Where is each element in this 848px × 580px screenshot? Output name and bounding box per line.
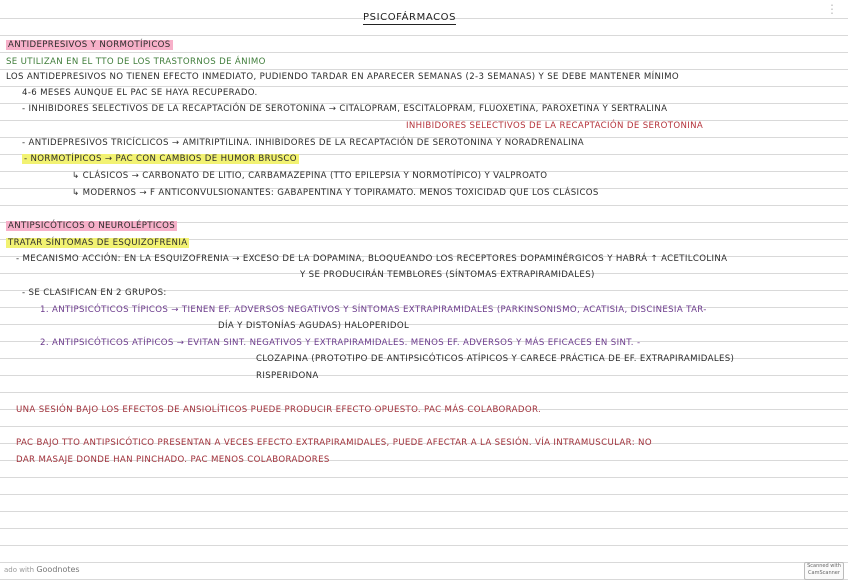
note-line: 1. ANTIPSICÓTICOS TÍPICOS → TIENEN EF. ADVERSOS NEGATIVOS Y SÍNTOMAS EXTRAPIRAMIDALES (PARKINSONISMO, ACATISIA, DISCINESIA TAR- bbox=[40, 305, 707, 315]
note-line: - MECANISMO ACCIÓN: EN LA ESQUIZOFRENIA → EXCESO DE LA DOPAMINA, BLOQUEANDO LOS RECEPTORES DOPAMINÉRGICOS Y HABRÁ ↑ ACETILCOLINA bbox=[16, 254, 728, 264]
note-line: SE UTILIZAN EN EL TTO DE LOS TRASTORNOS DE ÁNIMO bbox=[6, 57, 266, 67]
note-line: 2. ANTIPSICÓTICOS ATÍPICOS → EVITAN SINT. NEGATIVOS Y EXTRAPIRAMIDALES. MENOS EF. ADVERSOS Y MÁS EFICACES EN SINT. - bbox=[40, 338, 641, 348]
note-line: RISPERIDONA bbox=[256, 371, 319, 381]
note-line: ↳ MODERNOS → F ANTICONVULSIONANTES: GABAPENTINA Y TOPIRAMATO. MENOS TOXICIDAD QUE LOS CLÁSICOS bbox=[72, 188, 599, 198]
note-line: DAR MASAJE DONDE HAN PINCHADO. PAC MENOS COLABORADORES bbox=[16, 455, 330, 465]
note-line: - SE CLASIFICAN EN 2 GRUPOS: bbox=[22, 288, 167, 298]
note-line: Y SE PRODUCIRÁN TEMBLORES (SÍNTOMAS EXTRAPIRAMIDALES) bbox=[300, 270, 595, 280]
section-heading-antidepresivos: ANTIDEPRESIVOS Y NORMOTÍPICOS bbox=[8, 40, 171, 50]
note-line: INHIBIDORES SELECTIVOS DE LA RECAPTACIÓN DE SEROTONINA bbox=[406, 121, 704, 131]
note-line: ↳ CLÁSICOS → CARBONATO DE LITIO, CARBAMAZEPINA (TTO EPILEPSIA Y NORMOTÍPICO) Y VALPROATO bbox=[72, 171, 548, 181]
note-line: TRATAR SÍNTOMAS DE ESQUIZOFRENIA bbox=[8, 238, 188, 248]
note-line: - NORMOTÍPICOS → PAC CON CAMBIOS DE HUMOR BRUSCO bbox=[24, 154, 297, 164]
note-line: UNA SESIÓN BAJO LOS EFECTOS DE ANSIOLÍTICOS PUEDE PRODUCIR EFECTO OPUESTO. PAC MÁS COLABORADOR. bbox=[16, 405, 542, 415]
page-title: PSICOFÁRMACOS bbox=[363, 12, 457, 23]
section-heading-antipsicoticos: ANTIPSICÓTICOS O NEUROLÉPTICOS bbox=[8, 221, 176, 231]
note-line: PAC BAJO TTO ANTIPSICÓTICO PRESENTAN A VECES EFECTO EXTRAPIRAMIDALES, PUEDE AFECTAR A LA SESIÓN. VÍA INTRAMUSCULAR: NO bbox=[16, 438, 652, 448]
note-line: 4-6 MESES AUNQUE EL PAC SE HAYA RECUPERADO. bbox=[22, 88, 258, 98]
camscanner-badge: Scanned with CamScanner bbox=[804, 562, 844, 580]
note-line: CLOZAPINA (PROTOTIPO DE ANTIPSICÓTICOS ATÍPICOS Y CARECE PRÁCTICA DE EF. EXTRAPIRAMIDALES) bbox=[256, 354, 735, 364]
note-line: - INHIBIDORES SELECTIVOS DE LA RECAPTACIÓN DE SEROTONINA → CITALOPRAM, ESCITALOPRAM, FLUOXETINA, PAROXETINA Y SERTRALINA bbox=[22, 104, 668, 114]
goodnotes-label: Goodnotes bbox=[36, 565, 80, 574]
note-line: - ANTIDEPRESIVOS TRICÍCLICOS → AMITRIPTILINA. INHIBIDORES DE LA RECAPTACIÓN DE SEROTONINA Y NORADRENALINA bbox=[22, 138, 584, 148]
more-options-icon[interactable]: ⋮ bbox=[826, 2, 838, 16]
note-line: LOS ANTIDEPRESIVOS NO TIENEN EFECTO INMEDIATO, PUDIENDO TARDAR EN APARECER SEMANAS (2-3 SEMANAS) Y SE DEBE MANTENER MÍNIMO bbox=[6, 72, 680, 82]
goodnotes-footer: ado with Goodnotes bbox=[4, 565, 80, 574]
note-line: DÍA Y DISTONÍAS AGUDAS) HALOPERIDOL bbox=[218, 321, 410, 331]
